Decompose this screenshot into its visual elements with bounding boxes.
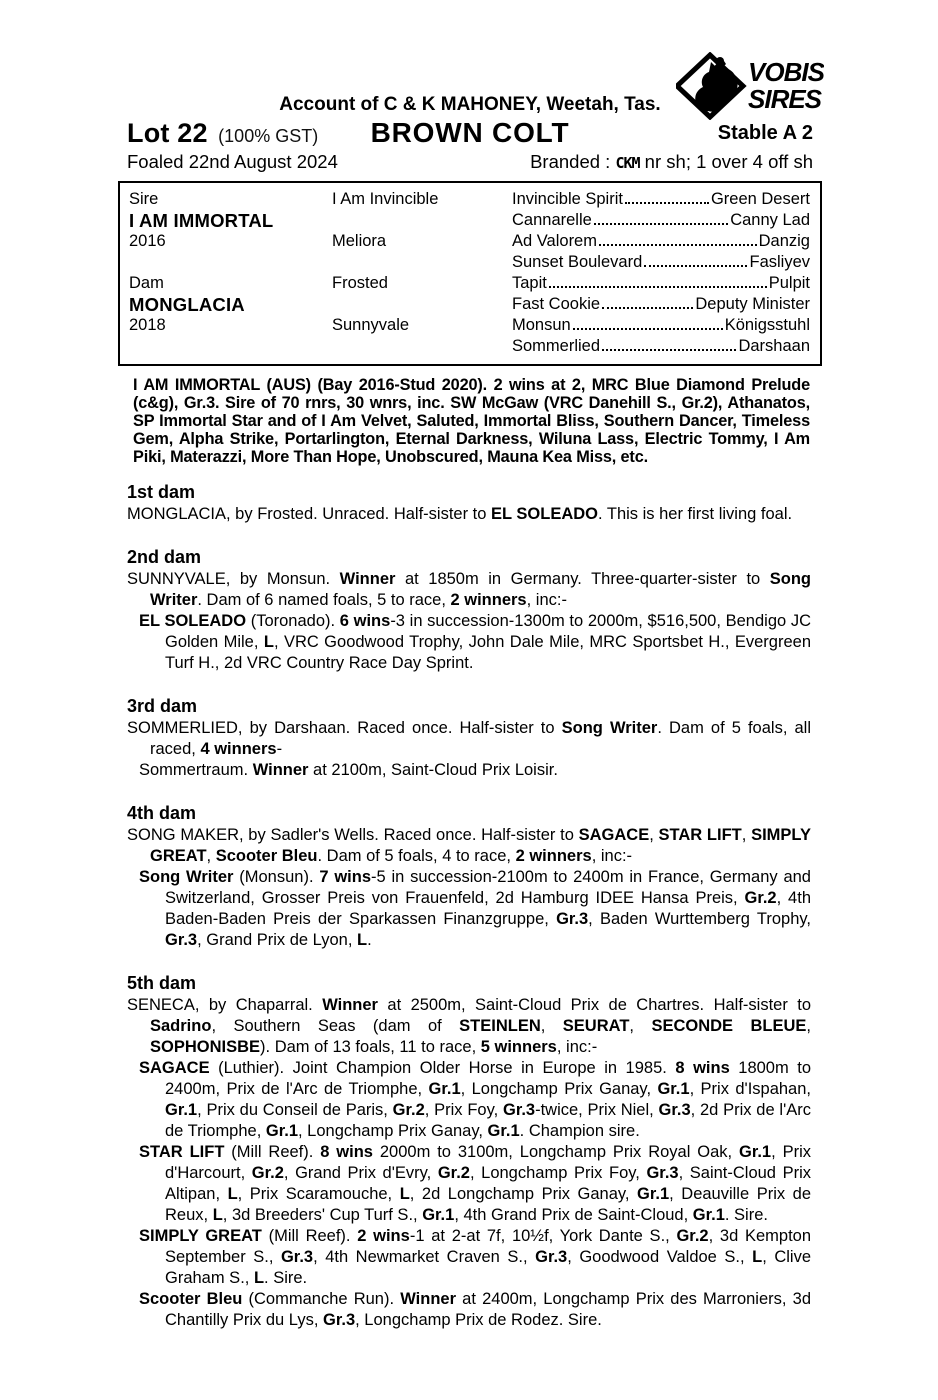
- dot-leader: [549, 286, 767, 288]
- grandparent-sire: Green Desert: [710, 190, 810, 208]
- pedigree-paragraph: SIMPLY GREAT (Mill Reef). 2 wins-1 at 2-at 7f, 10½f, York Dante S., Gr.2, 3d Kempton September S., Gr.3, 4th Newmarket Craven S., Gr.3, Goodwood Valdoe S., L, Clive Graham S., L. Sire.: [139, 1227, 812, 1288]
- horse-title: BROWN COLT: [370, 117, 570, 148]
- dot-leader: [573, 328, 723, 330]
- grandparent-name: Ad Valorem: [512, 232, 597, 250]
- pedigree-ancestor-cell: 2016: [129, 232, 166, 250]
- pedigree-ancestor-cell: I AM IMMORTAL: [129, 210, 274, 231]
- pedigree-grandparent-cell: [512, 315, 810, 336]
- section-heading: 4th dam: [127, 803, 197, 824]
- pedigree-ancestor-cell: MONGLACIA: [129, 294, 245, 315]
- dot-leader: [625, 202, 709, 204]
- grandparent-name: Cannarelle: [512, 211, 592, 229]
- pedigree-parent-cell: [332, 210, 512, 231]
- pedigree-section: [118, 973, 822, 1331]
- section-heading: 1st dam: [127, 482, 196, 503]
- pedigree-paragraph: STAR LIFT (Mill Reef). 8 wins 2000m to 3100m, Longchamp Prix Royal Oak, Gr.1, Prix d'Harcourt, Gr.2, Grand Prix d'Evry, Gr.2, Longchamp Prix Foy, Gr.3, Saint-Cloud Prix Altipan, L, Prix Scaramouche, L, 2d Longchamp Prix Ganay, Gr.1, Deauville Prix de Reux, L, 3d Breeders' Cup Turf S., Gr.1, 4th Grand Prix de Saint-Cloud, Gr.1. Sire.: [139, 1143, 811, 1225]
- lot-header-row: [118, 117, 822, 149]
- pedigree-grandparent-cell: [512, 189, 810, 210]
- grandparent-sire: Fasliyev: [749, 253, 810, 271]
- pedigree-paragraph: EL SOLEADO (Toronado). 6 wins-3 in succession-1300m to 2000m, $516,500, Bendigo JC Golden Mile, L, VRC Goodwood Trophy, John Dale Mile, MRC Sportsbet H., Evergreen Turf H., 2d VRC Country Race Day Sprint.: [139, 612, 812, 673]
- pedigree-ancestor-cell: [129, 252, 332, 273]
- brand-code: CKM: [615, 154, 640, 172]
- pedigree-row: [129, 273, 810, 294]
- section-heading: 5th dam: [127, 973, 197, 994]
- grandparent-sire: Pulpit: [768, 274, 810, 292]
- dot-leader: [602, 307, 693, 309]
- grandparent-sire: Deputy Minister: [695, 295, 810, 313]
- pedigree-ancestor-cell: Sire: [129, 190, 159, 208]
- pedigree-parent-cell: [332, 294, 512, 315]
- pedigree-row: [129, 252, 810, 273]
- pedigree-section: [118, 482, 822, 525]
- pedigree-parent-cell: [332, 336, 512, 357]
- pedigree-parent-cell: Sunnyvale: [332, 316, 410, 334]
- pedigree-grandparent-cell: [512, 210, 810, 231]
- pedigree-grandparent-cell: [512, 231, 810, 252]
- stable-badge: Stable A 2: [717, 121, 813, 144]
- pedigree-table: [118, 181, 822, 366]
- branded-info: [530, 151, 813, 173]
- grandparent-name: Sunset Boulevard: [512, 253, 643, 271]
- grandparent-name: Fast Cookie: [512, 295, 601, 313]
- branded-rest: nr sh; 1 over 4 off sh: [639, 151, 813, 172]
- pedigree-grandparent-cell: [512, 252, 810, 273]
- dot-leader: [599, 244, 757, 246]
- pedigree-grandparent-cell: [512, 336, 810, 357]
- pedigree-grandparent-cell: [512, 294, 810, 315]
- pedigree-section: [118, 803, 822, 951]
- pedigree-row: [129, 336, 810, 357]
- gst-note: (100% GST): [218, 125, 319, 146]
- lot-left-group: [127, 118, 318, 149]
- branded-label: Branded :: [530, 151, 616, 172]
- grandparent-sire: Königsstuhl: [724, 316, 810, 334]
- grandparent-name: Invincible Spirit: [512, 190, 623, 208]
- pedigree-grandparent-cell: [512, 273, 810, 294]
- pedigree-parent-cell: Frosted: [332, 274, 388, 292]
- pedigree-paragraph: Song Writer (Monsun). 7 wins-5 in succession-2100m to 2400m in France, Germany and Switzerland, Grosser Preis von Frauenfeld, 2d Hamburg IDEE Hansa Preis, Gr.2, 4th Baden-Baden Preis der Sparkassen Finanzgruppe, Gr.3, Baden Wurttemberg Trophy, Gr.3, Grand Prix de Lyon, L.: [139, 868, 811, 950]
- pedigree-ancestor-cell: [129, 336, 332, 357]
- meta-row: [118, 151, 822, 173]
- pedigree-paragraph: SUNNYVALE, by Monsun. Winner at 1850m in Germany. Three-quarter-sister to Song Writer. Dam of 6 named foals, 5 to race, 2 winners, inc:-: [127, 570, 811, 610]
- vobis-sires-logo: [676, 52, 824, 120]
- logo-horse-icon: [676, 52, 824, 120]
- pedigree-section: [118, 696, 822, 781]
- pedigree-row: [129, 189, 810, 210]
- logo-word-2: SIRES: [748, 84, 822, 114]
- pedigree-paragraph: SENECA, by Chaparral. Winner at 2500m, Saint-Cloud Prix de Chartres. Half-sister to Sadrino, Southern Seas (dam of STEINLEN, SEURAT, SECONDE BLEUE, SOPHONISBE). Dam of 13 foals, 11 to race, 5 winners, inc:-: [127, 996, 812, 1057]
- pedigree-paragraph: MONGLACIA, by Frosted. Unraced. Half-sister to EL SOLEADO. This is her first living foal.: [127, 505, 793, 524]
- account-line: Account of C & K MAHONEY, Weetah, Tas.: [279, 94, 661, 115]
- grandparent-name: Monsun: [512, 316, 571, 334]
- sire-summary: I AM IMMORTAL (AUS) (Bay 2016-Stud 2020). 2 wins at 2, MRC Blue Diamond Prelude (c&g), Gr.3. Sire of 70 rnrs, 30 wnrs, inc. SW McGaw (VRC Danehill S., Gr.2), Athanatos, SP Immortal Star and of I Am Velvet, Saluted, Immortal Bliss, Southern Dancer, Timeless Gem, Alpha Strike, Portarlington, Eternal Darkness, Wiluna Lass, Electric Tommy, I Am Piki, Materazzi, More Than Hope, Unobscured, Mauna Kea Miss, etc.: [133, 376, 810, 466]
- pedigree-paragraph: SAGACE (Luthier). Joint Champion Older Horse in Europe in 1985. 8 wins 1800m to 2400m, Prix de l'Arc de Triomphe, Gr.1, Longchamp Prix Ganay, Gr.1, Prix d'Ispahan, Gr.1, Prix du Conseil de Paris, Gr.2, Prix Foy, Gr.3-twice, Prix Niel, Gr.3, 2d Prix de l'Arc de Triomphe, Gr.1, Longchamp Prix Ganay, Gr.1. Champion sire.: [139, 1059, 811, 1141]
- foaled-date: Foaled 22nd August 2024: [127, 151, 338, 172]
- pedigree-row: [129, 210, 810, 231]
- grandparent-name: Tapit: [512, 274, 547, 292]
- pedigree-paragraph: Sommertraum. Winner at 2100m, Saint-Cloud Prix Loisir.: [139, 761, 558, 780]
- dot-leader: [594, 223, 728, 225]
- dot-leader: [602, 349, 736, 351]
- grandparent-sire: Danzig: [758, 232, 810, 250]
- pedigree-paragraph: Scooter Bleu (Commanche Run). Winner at 2400m, Longchamp Prix des Marroniers, 3d Chantilly Prix du Lys, Gr.3, Longchamp Prix de Rodez. Sire.: [139, 1290, 811, 1330]
- pedigree-ancestor-cell: Dam: [129, 274, 164, 292]
- pedigree-parent-cell: Meliora: [332, 232, 387, 250]
- pedigree-parent-cell: I Am Invincible: [332, 190, 439, 208]
- lot-number: Lot 22: [127, 117, 208, 148]
- pedigree-paragraph: SOMMERLIED, by Darshaan. Raced once. Half-sister to Song Writer. Dam of 5 foals, all raced, 4 winners-: [127, 719, 811, 759]
- grandparent-name: Sommerlied: [512, 337, 601, 355]
- grandparent-sire: Darshaan: [738, 337, 810, 355]
- dam-sections: [118, 482, 822, 1331]
- section-heading: 2nd dam: [127, 547, 202, 568]
- logo-word-1: VOBIS: [748, 57, 824, 87]
- pedigree-parent-cell: [332, 252, 512, 273]
- grandparent-sire: Canny Lad: [730, 211, 810, 229]
- pedigree-paragraph: SONG MAKER, by Sadler's Wells. Raced once. Half-sister to SAGACE, STAR LIFT, SIMPLY GREAT, Scooter Bleu. Dam of 5 foals, 4 to race, 2 winners, inc:-: [127, 826, 811, 866]
- section-heading: 3rd dam: [127, 696, 198, 717]
- pedigree-row: [129, 231, 810, 252]
- dot-leader: [644, 265, 747, 267]
- pedigree-section: [118, 547, 822, 674]
- pedigree-row: [129, 294, 810, 315]
- pedigree-ancestor-cell: 2018: [129, 316, 166, 334]
- pedigree-row: [129, 315, 810, 336]
- catalogue-page: [118, 0, 822, 1331]
